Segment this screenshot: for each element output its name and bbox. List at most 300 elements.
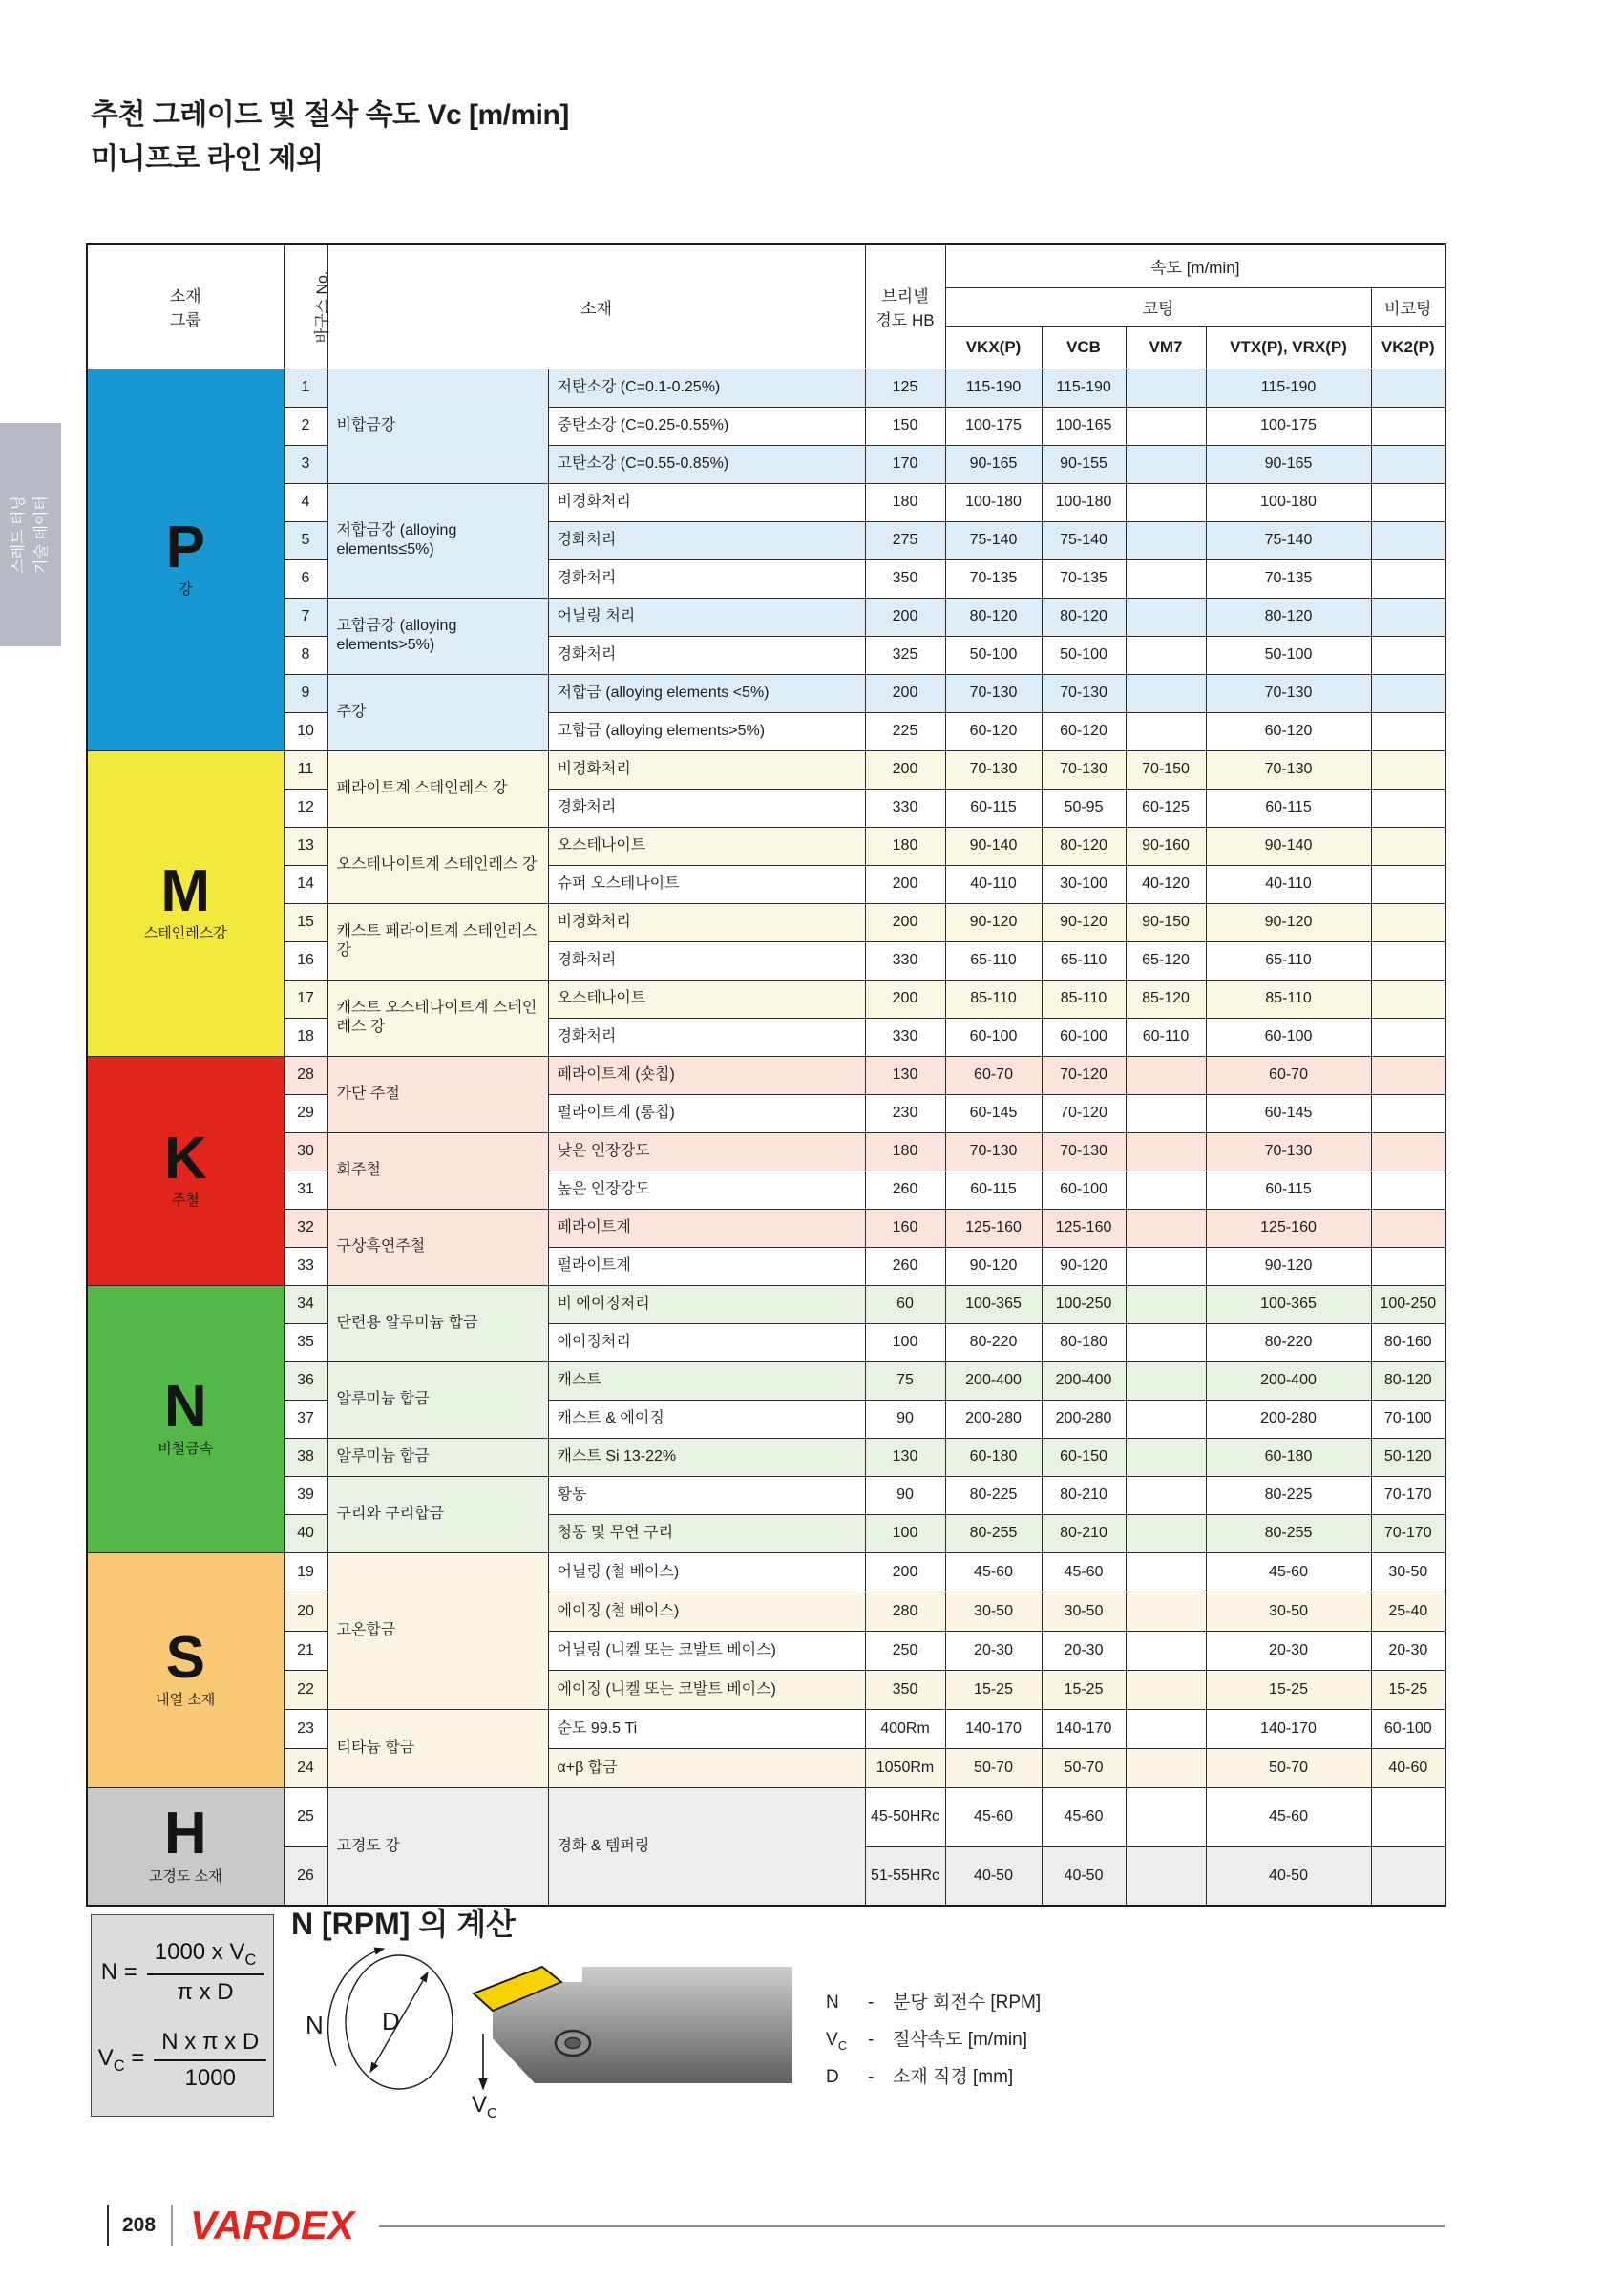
group-sublabel: 내열 소재 bbox=[156, 1692, 216, 1709]
speed-cell: 60-100 bbox=[1371, 1709, 1445, 1748]
speed-cell: 70-130 bbox=[1042, 1132, 1126, 1171]
material-cell: 캐스트 Si 13-22% bbox=[548, 1438, 865, 1476]
speed-cell: 25-40 bbox=[1371, 1592, 1445, 1631]
speed-cell: 90-160 bbox=[1126, 827, 1206, 865]
speed-cell bbox=[1371, 1171, 1445, 1209]
speed-cell: 200-400 bbox=[1042, 1361, 1126, 1400]
speed-cell: 15-25 bbox=[1042, 1670, 1126, 1709]
speed-cell: 30-50 bbox=[945, 1592, 1042, 1631]
speed-cell: 70-135 bbox=[1042, 559, 1126, 598]
material-cell: 고합금 (alloying elements>5%) bbox=[548, 712, 865, 750]
speed-cell: 70-130 bbox=[945, 674, 1042, 712]
speed-cell: 90-120 bbox=[1206, 903, 1371, 941]
subgroup-cell: 구리와 구리합금 bbox=[327, 1476, 548, 1552]
hardness-cell: 275 bbox=[865, 521, 945, 559]
speed-cell: 100-180 bbox=[1206, 483, 1371, 521]
row-number-cell: 29 bbox=[284, 1094, 327, 1132]
table-row bbox=[87, 1132, 1445, 1171]
material-cell: 낮은 인장강도 bbox=[548, 1132, 865, 1171]
row-number-cell: 28 bbox=[284, 1056, 327, 1094]
row-number-cell: 4 bbox=[284, 483, 327, 521]
speed-cell bbox=[1371, 407, 1445, 445]
speed-cell: 200-280 bbox=[945, 1400, 1042, 1438]
material-cell: 높은 인장강도 bbox=[548, 1171, 865, 1209]
hardness-cell: 130 bbox=[865, 1438, 945, 1476]
hardness-cell: 180 bbox=[865, 483, 945, 521]
speed-cell: 70-135 bbox=[945, 559, 1042, 598]
row-number-cell: 17 bbox=[284, 980, 327, 1018]
speed-cell: 80-180 bbox=[1042, 1323, 1126, 1361]
speed-cell bbox=[1371, 1056, 1445, 1094]
group-letter: S bbox=[165, 1624, 205, 1691]
row-number-cell: 12 bbox=[284, 789, 327, 827]
header-grade-vm7: VM7 bbox=[1126, 326, 1206, 369]
row-number-cell: 38 bbox=[284, 1438, 327, 1476]
sidebar-tab-label: 스레드 터닝 기술 데이터 bbox=[11, 496, 50, 574]
speed-cell bbox=[1126, 674, 1206, 712]
speed-cell: 60-70 bbox=[945, 1056, 1042, 1094]
hardness-cell: 170 bbox=[865, 445, 945, 483]
header-material: 소재 bbox=[327, 244, 865, 369]
speed-cell: 80-160 bbox=[1371, 1323, 1445, 1361]
hardness-cell: 260 bbox=[865, 1247, 945, 1285]
header-grade-vkx: VKX(P) bbox=[945, 326, 1042, 369]
speed-cell: 30-50 bbox=[1042, 1592, 1126, 1631]
material-cell: 경화처리 bbox=[548, 789, 865, 827]
page-subtitle: 미니프로 라인 제외 bbox=[91, 143, 324, 175]
speed-cell bbox=[1126, 1787, 1206, 1846]
hardness-cell: 325 bbox=[865, 636, 945, 674]
hardness-cell: 350 bbox=[865, 1670, 945, 1709]
row-number-cell: 24 bbox=[284, 1748, 327, 1787]
material-group-cell bbox=[87, 369, 284, 750]
speed-cell bbox=[1126, 1247, 1206, 1285]
rotation-label: N bbox=[306, 2011, 324, 2039]
speed-cell: 60-180 bbox=[945, 1438, 1042, 1476]
speed-cell: 15-25 bbox=[945, 1670, 1042, 1709]
speed-cell bbox=[1126, 712, 1206, 750]
material-cell: 에이징 (철 베이스) bbox=[548, 1592, 865, 1631]
diameter-label: D bbox=[382, 2007, 400, 2035]
material-cell: 페라이트계 bbox=[548, 1209, 865, 1247]
speed-cell bbox=[1126, 1400, 1206, 1438]
speed-cell: 30-50 bbox=[1206, 1592, 1371, 1631]
material-cell: 캐스트 & 에이징 bbox=[548, 1400, 865, 1438]
table-row bbox=[87, 1592, 1445, 1631]
speed-cell: 40-50 bbox=[1206, 1846, 1371, 1906]
table-row bbox=[87, 827, 1445, 865]
speed-cell: 200-280 bbox=[1042, 1400, 1126, 1438]
speed-cell: 75-140 bbox=[1042, 521, 1126, 559]
material-cell: 페라이트계 (숏칩) bbox=[548, 1056, 865, 1094]
row-number-cell: 6 bbox=[284, 559, 327, 598]
speed-cell: 70-130 bbox=[1206, 674, 1371, 712]
material-cell: 경화처리 bbox=[548, 941, 865, 980]
sidebar-tab bbox=[0, 423, 61, 646]
speed-cell: 100-165 bbox=[1042, 407, 1126, 445]
speed-cell: 85-110 bbox=[1042, 980, 1126, 1018]
material-cell: 황동 bbox=[548, 1476, 865, 1514]
group-sublabel: 고경도 소재 bbox=[148, 1868, 222, 1886]
speed-cell: 140-170 bbox=[945, 1709, 1042, 1748]
material-cell: 어닐링 (철 베이스) bbox=[548, 1552, 865, 1592]
row-number-cell: 37 bbox=[284, 1400, 327, 1438]
speed-cell: 45-60 bbox=[1042, 1552, 1126, 1592]
speed-cell: 140-170 bbox=[1206, 1709, 1371, 1748]
speed-cell: 60-150 bbox=[1042, 1438, 1126, 1476]
subgroup-cell: 저합금강 (alloying elements≤5%) bbox=[327, 483, 548, 598]
speed-cell: 70-130 bbox=[945, 750, 1042, 789]
table-row bbox=[87, 407, 1445, 445]
speed-cell bbox=[1126, 369, 1206, 407]
row-number-cell: 7 bbox=[284, 598, 327, 636]
material-cell: 비 에이징처리 bbox=[548, 1285, 865, 1323]
table-row bbox=[87, 1094, 1445, 1132]
table-row bbox=[87, 1323, 1445, 1361]
speed-cell: 50-120 bbox=[1371, 1438, 1445, 1476]
speed-cell bbox=[1371, 980, 1445, 1018]
speed-cell: 90-165 bbox=[1206, 445, 1371, 483]
speed-cell: 100-365 bbox=[1206, 1285, 1371, 1323]
row-number-cell: 15 bbox=[284, 903, 327, 941]
speed-cell: 115-190 bbox=[1042, 369, 1126, 407]
vardex-logo: VARDEX bbox=[190, 2203, 354, 2247]
speed-cell bbox=[1126, 559, 1206, 598]
speed-cell: 20-30 bbox=[1042, 1631, 1126, 1670]
speed-cell: 60-120 bbox=[1042, 712, 1126, 750]
speed-cell: 60-145 bbox=[945, 1094, 1042, 1132]
table-row bbox=[87, 1552, 1445, 1592]
speed-cell: 80-120 bbox=[945, 598, 1042, 636]
material-cell: 어닐링 처리 bbox=[548, 598, 865, 636]
material-cell: 비경화처리 bbox=[548, 903, 865, 941]
speed-cell bbox=[1126, 483, 1206, 521]
speed-cell: 60-125 bbox=[1126, 789, 1206, 827]
row-number-cell: 39 bbox=[284, 1476, 327, 1514]
formula-vc: $V_C$ = $\frac{\text{N x π x D}}{1000}$ bbox=[98, 2029, 266, 2092]
speed-cell bbox=[1126, 1323, 1206, 1361]
material-cell: 중탄소강 (C=0.25-0.55%) bbox=[548, 407, 865, 445]
row-number-cell: 36 bbox=[284, 1361, 327, 1400]
diagram-legend bbox=[826, 1988, 1041, 2099]
header-vargus-no: 바구스 No. bbox=[284, 244, 327, 369]
speed-cell: 60-100 bbox=[1042, 1018, 1126, 1056]
speed-cell: 60-145 bbox=[1206, 1094, 1371, 1132]
speed-cell: 125-160 bbox=[1042, 1209, 1126, 1247]
speed-cell: 200-280 bbox=[1206, 1400, 1371, 1438]
speed-cell bbox=[1371, 636, 1445, 674]
legend-item-d: D - 소재 직경 [mm] bbox=[826, 2066, 1014, 2087]
speed-cell bbox=[1126, 1709, 1206, 1748]
speed-cell bbox=[1371, 1846, 1445, 1906]
hardness-cell: 180 bbox=[865, 827, 945, 865]
speed-cell: 70-130 bbox=[1042, 674, 1126, 712]
speed-cell: 60-100 bbox=[1042, 1171, 1126, 1209]
subgroup-cell: 캐스트 페라이트계 스테인레스 강 bbox=[327, 903, 548, 980]
material-cell: 에이징처리 bbox=[548, 1323, 865, 1361]
speed-cell: 200-400 bbox=[1206, 1361, 1371, 1400]
table-row bbox=[87, 941, 1445, 980]
material-group-cell bbox=[87, 1552, 284, 1787]
speed-cell bbox=[1371, 789, 1445, 827]
speed-cell: 100-250 bbox=[1371, 1285, 1445, 1323]
speed-cell bbox=[1371, 1247, 1445, 1285]
speed-cell: 60-100 bbox=[1206, 1018, 1371, 1056]
speed-cell bbox=[1371, 712, 1445, 750]
header-coated: 코팅 bbox=[945, 287, 1371, 326]
speed-cell bbox=[1371, 674, 1445, 712]
speed-cell: 90-120 bbox=[945, 903, 1042, 941]
speed-cell: 80-210 bbox=[1042, 1476, 1126, 1514]
table-header bbox=[87, 244, 1445, 369]
table-row bbox=[87, 1748, 1445, 1787]
speed-cell: 100-180 bbox=[945, 483, 1042, 521]
table-row bbox=[87, 1787, 1445, 1846]
speed-cell: 100-180 bbox=[1042, 483, 1126, 521]
row-number-cell: 10 bbox=[284, 712, 327, 750]
row-number-cell: 16 bbox=[284, 941, 327, 980]
speed-cell: 70-120 bbox=[1042, 1056, 1126, 1094]
speed-cell bbox=[1371, 1094, 1445, 1132]
speed-cell bbox=[1126, 445, 1206, 483]
header-grade-vcb: VCB bbox=[1042, 326, 1126, 369]
hardness-cell: 75 bbox=[865, 1361, 945, 1400]
table-row bbox=[87, 1476, 1445, 1514]
material-cell: 저탄소강 (C=0.1-0.25%) bbox=[548, 369, 865, 407]
speed-cell bbox=[1371, 445, 1445, 483]
hardness-cell: 150 bbox=[865, 407, 945, 445]
hardness-cell: 200 bbox=[865, 674, 945, 712]
table-row bbox=[87, 1670, 1445, 1709]
speed-cell: 20-30 bbox=[1206, 1631, 1371, 1670]
legend-item-n: N - 분당 회전수 [RPM] bbox=[826, 1993, 1042, 2013]
speed-cell: 70-130 bbox=[1206, 1132, 1371, 1171]
footer-rule-mid bbox=[171, 2205, 173, 2246]
material-cell: 경화 & 템퍼링 bbox=[548, 1787, 865, 1906]
material-group-cell bbox=[87, 750, 284, 1056]
speed-cell: 80-220 bbox=[945, 1323, 1042, 1361]
speed-cell bbox=[1371, 559, 1445, 598]
row-number-cell: 31 bbox=[284, 1171, 327, 1209]
footer-rule-left bbox=[107, 2205, 109, 2246]
hardness-cell: 100 bbox=[865, 1323, 945, 1361]
row-number-cell: 33 bbox=[284, 1247, 327, 1285]
speed-cell bbox=[1126, 636, 1206, 674]
row-number-cell: 30 bbox=[284, 1132, 327, 1171]
hardness-cell: 200 bbox=[865, 1552, 945, 1592]
hardness-cell: 90 bbox=[865, 1476, 945, 1514]
material-group-cell bbox=[87, 1285, 284, 1552]
subgroup-cell: 오스테나이트계 스테인레스 강 bbox=[327, 827, 548, 903]
rpm-calc-title: N [RPM] 의 계산 bbox=[291, 1907, 516, 1941]
speed-cell bbox=[1126, 521, 1206, 559]
speed-cell: 90-155 bbox=[1042, 445, 1126, 483]
speed-cell: 90-150 bbox=[1126, 903, 1206, 941]
speed-cell: 15-25 bbox=[1206, 1670, 1371, 1709]
material-cell: 어닐링 (니켈 또는 코발트 베이스) bbox=[548, 1631, 865, 1670]
speed-cell: 70-170 bbox=[1371, 1476, 1445, 1514]
speed-cell bbox=[1371, 521, 1445, 559]
hardness-cell: 51-55HRc bbox=[865, 1846, 945, 1906]
speed-cell: 60-120 bbox=[1206, 712, 1371, 750]
table-row bbox=[87, 598, 1445, 636]
speed-cell: 75-140 bbox=[945, 521, 1042, 559]
speed-cell bbox=[1126, 1846, 1206, 1906]
material-cell: 청동 및 무연 구리 bbox=[548, 1514, 865, 1552]
hardness-cell: 225 bbox=[865, 712, 945, 750]
table-body bbox=[87, 369, 1445, 1906]
row-number-cell: 20 bbox=[284, 1592, 327, 1631]
speed-cell: 45-60 bbox=[945, 1787, 1042, 1846]
row-number-cell: 3 bbox=[284, 445, 327, 483]
table-row bbox=[87, 559, 1445, 598]
hardness-cell: 45-50HRc bbox=[865, 1787, 945, 1846]
hardness-cell: 1050Rm bbox=[865, 1748, 945, 1787]
material-cell: 경화처리 bbox=[548, 1018, 865, 1056]
table-row bbox=[87, 1056, 1445, 1094]
material-cell: 비경화처리 bbox=[548, 483, 865, 521]
speed-cell bbox=[1371, 750, 1445, 789]
speed-cell bbox=[1126, 1132, 1206, 1171]
hardness-cell: 60 bbox=[865, 1285, 945, 1323]
speed-cell bbox=[1126, 1094, 1206, 1132]
speed-cell bbox=[1126, 1438, 1206, 1476]
speed-cell: 50-70 bbox=[1042, 1748, 1126, 1787]
speed-cell bbox=[1126, 1748, 1206, 1787]
speed-cell: 85-110 bbox=[945, 980, 1042, 1018]
speed-cell: 115-190 bbox=[945, 369, 1042, 407]
hardness-cell: 400Rm bbox=[865, 1709, 945, 1748]
speed-cell: 80-210 bbox=[1042, 1514, 1126, 1552]
hardness-cell: 260 bbox=[865, 1171, 945, 1209]
material-group-cell bbox=[87, 1787, 284, 1906]
speed-cell: 60-115 bbox=[945, 1171, 1042, 1209]
speed-cell bbox=[1126, 1056, 1206, 1094]
table-row bbox=[87, 1438, 1445, 1476]
speed-cell: 80-120 bbox=[1042, 598, 1126, 636]
row-number-cell: 25 bbox=[284, 1787, 327, 1846]
speed-cell bbox=[1126, 1285, 1206, 1323]
speed-cell: 40-110 bbox=[1206, 865, 1371, 903]
speed-cell: 90-120 bbox=[945, 1247, 1042, 1285]
speed-cell: 140-170 bbox=[1042, 1709, 1126, 1748]
hardness-cell: 280 bbox=[865, 1592, 945, 1631]
row-number-cell: 11 bbox=[284, 750, 327, 789]
table-row bbox=[87, 750, 1445, 789]
speed-cell: 65-110 bbox=[1206, 941, 1371, 980]
speed-cell bbox=[1371, 865, 1445, 903]
speed-cell: 60-110 bbox=[1126, 1018, 1206, 1056]
speed-cell bbox=[1126, 598, 1206, 636]
speed-cell: 60-115 bbox=[1206, 1171, 1371, 1209]
table-row bbox=[87, 445, 1445, 483]
speed-cell: 80-225 bbox=[1206, 1476, 1371, 1514]
speed-cell: 50-95 bbox=[1042, 789, 1126, 827]
formula-box bbox=[91, 1914, 274, 2117]
header-speed: 속도 [m/min] bbox=[945, 244, 1445, 287]
speed-cell: 70-135 bbox=[1206, 559, 1371, 598]
table-row bbox=[87, 369, 1445, 407]
speed-cell: 75-140 bbox=[1206, 521, 1371, 559]
speed-cell bbox=[1126, 1514, 1206, 1552]
speed-cell bbox=[1126, 1476, 1206, 1514]
speed-cell: 100-250 bbox=[1042, 1285, 1126, 1323]
speed-cell: 70-130 bbox=[1042, 750, 1126, 789]
row-number-cell: 5 bbox=[284, 521, 327, 559]
speed-cell: 45-60 bbox=[945, 1552, 1042, 1592]
formula-n: N = $\frac{1000 x V_C}{\text{π x D}}$ bbox=[101, 1939, 264, 2006]
speed-cell: 80-120 bbox=[1042, 827, 1126, 865]
material-cell: 비경화처리 bbox=[548, 750, 865, 789]
table-row bbox=[87, 865, 1445, 903]
row-number-cell: 13 bbox=[284, 827, 327, 865]
material-cell: 경화처리 bbox=[548, 636, 865, 674]
speed-cell: 80-255 bbox=[945, 1514, 1042, 1552]
material-cell: 펄라이트계 bbox=[548, 1247, 865, 1285]
speed-cell: 70-130 bbox=[945, 1132, 1042, 1171]
hardness-cell: 200 bbox=[865, 980, 945, 1018]
speed-cell: 45-60 bbox=[1206, 1787, 1371, 1846]
material-group-cell bbox=[87, 1056, 284, 1285]
legend-item-vc: $V_C$ - 절삭속도 [m/min] bbox=[826, 2029, 1027, 2053]
material-cell: 오스테나이트 bbox=[548, 980, 865, 1018]
row-number-cell: 14 bbox=[284, 865, 327, 903]
speed-cell: 50-100 bbox=[1206, 636, 1371, 674]
speed-cell: 40-60 bbox=[1371, 1748, 1445, 1787]
speed-cell: 40-110 bbox=[945, 865, 1042, 903]
speed-cell bbox=[1371, 1787, 1445, 1846]
speed-cell bbox=[1371, 1132, 1445, 1171]
speed-cell: 60-180 bbox=[1206, 1438, 1371, 1476]
speed-cell: 90-165 bbox=[945, 445, 1042, 483]
speed-cell: 70-170 bbox=[1371, 1514, 1445, 1552]
speed-cell: 125-160 bbox=[945, 1209, 1042, 1247]
speed-cell bbox=[1126, 1361, 1206, 1400]
speed-cell: 45-60 bbox=[1042, 1787, 1126, 1846]
speed-cell: 80-220 bbox=[1206, 1323, 1371, 1361]
speed-cell: 85-120 bbox=[1126, 980, 1206, 1018]
speed-cell: 65-120 bbox=[1126, 941, 1206, 980]
table-row bbox=[87, 1018, 1445, 1056]
speed-cell: 90-120 bbox=[1042, 1247, 1126, 1285]
material-cell: 고탄소강 (C=0.55-0.85%) bbox=[548, 445, 865, 483]
hardness-cell: 330 bbox=[865, 789, 945, 827]
row-number-cell: 23 bbox=[284, 1709, 327, 1748]
table-row bbox=[87, 1631, 1445, 1670]
speed-cell: 70-150 bbox=[1126, 750, 1206, 789]
table-row bbox=[87, 1209, 1445, 1247]
page-number: 208 bbox=[122, 2214, 157, 2236]
header-uncoated: 비코팅 bbox=[1371, 287, 1445, 326]
row-number-cell: 40 bbox=[284, 1514, 327, 1552]
row-number-cell: 34 bbox=[284, 1285, 327, 1323]
speed-cell: 80-225 bbox=[945, 1476, 1042, 1514]
material-cell: 에이징 (니켈 또는 코발트 베이스) bbox=[548, 1670, 865, 1709]
speed-cell bbox=[1126, 1631, 1206, 1670]
group-sublabel: 강 bbox=[179, 581, 193, 599]
row-number-cell: 32 bbox=[284, 1209, 327, 1247]
speed-table bbox=[86, 243, 1446, 1907]
speed-cell: 80-120 bbox=[1206, 598, 1371, 636]
speed-cell: 80-255 bbox=[1206, 1514, 1371, 1552]
table-row bbox=[87, 1247, 1445, 1285]
speed-cell: 90-140 bbox=[1206, 827, 1371, 865]
row-number-cell: 8 bbox=[284, 636, 327, 674]
speed-cell bbox=[1371, 369, 1445, 407]
group-letter: N bbox=[163, 1373, 207, 1440]
speed-cell: 70-100 bbox=[1371, 1400, 1445, 1438]
speed-cell: 70-120 bbox=[1042, 1094, 1126, 1132]
